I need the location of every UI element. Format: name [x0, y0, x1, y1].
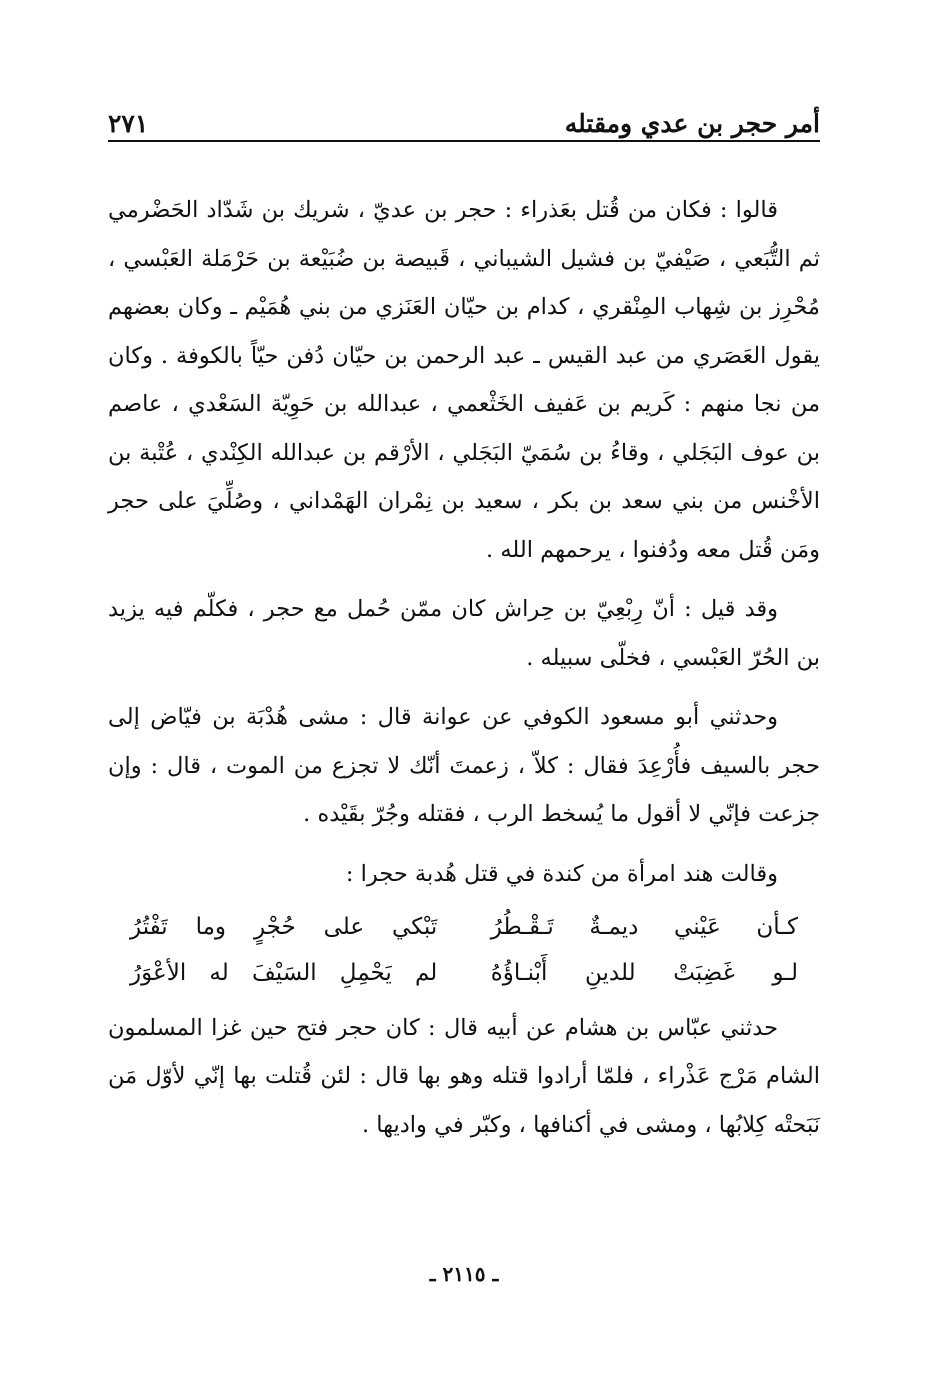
header-rule	[108, 140, 820, 142]
page-header	[108, 92, 820, 138]
running-title: أمر حجر بن عدي ومقتله	[564, 109, 820, 138]
poem-verse	[130, 950, 798, 996]
verse-first-hemistich: لـو غَضِبَتْ للدينِ أَبْنـاؤُهُ	[490, 959, 798, 986]
verse-second-hemistich: لم يَحْمِلِ السَيْفَ له الأعْوَرُ	[130, 959, 438, 986]
poem-intro: وقالت هند امرأة من كندة في قتل هُدبة حجرا :	[345, 860, 778, 887]
verse-first-hemistich: كـأن عَيْني ديمـةٌ تَـقْـطُرُ	[490, 913, 798, 940]
verse-second-hemistich: تَبْكي على حُجْرٍ وما تَفْتُرُ	[130, 913, 438, 940]
paragraph-hudba-ibn-fayyad: وحدثني أبو مسعود الكوفي عن عوانة قال : مشى هُدْبَة بن فيّاض إلى حجر بالسيف فأُرْعِدَ فقال : كلاّ ، زعمتَ أنّك لا تجزع من الموت ، قال : وإن جزعت فإنّي لا أقول ما يُسخط الرب ، فقتله وجُرّ بقَيْده .	[108, 704, 820, 827]
paragraph-ribi-ibn-hirash: وقد قيل : أنّ رِبْعِيّ بن حِراش كان ممّن حُمل مع حجر ، فكلّم فيه يزيد بن الحُرّ العَبْسي ، فخلّى سبيله .	[108, 596, 820, 671]
paragraph-marj-adhra: حدثني عبّاس بن هشام عن أبيه قال : كان حجر فتح حين غزا المسلمون الشام مَرْج عَذْراء ، فلمّا أرادوا قتله وهو بها قال : لئن قُتلت بها إنّي لأوّل مَن نَبَحتْه كِلابُها ، ومشى في أكنافها ، وكبّر في واديها .	[108, 1014, 820, 1138]
page-number: ٢٧١	[108, 109, 149, 138]
paragraph-killed-and-saved: قالوا : فكان من قُتل بعَذراء : حجر بن عديّ ، شريك بن شَدّاد الحَضْرمي ثم التُّبَعي ، صَيْفيّ بن فشيل الشيباني ، قَبيصة بن ضُبَيْعة بن حَرْمَلة العَبْسي ، مُحْرِز بن شِهاب المِنْقري ، كدام بن حيّان العَنَزي من بني هُمَيْم ـ وكان بعضهم يقول العَصَري من عبد القيس ـ عبد الرحمن بن حيّان دُفن حيّاً بالكوفة . وكان من نجا منهم : كَريم بن عَفيف الخَثْعمي ، عبدالله بن حَوِيّة السَعْدي ، عاصم بن عوف البَجَلي ، وقاءُ بن سُمَيّ البَجَلي ، الأرْقم بن عبدالله الكِنْدي ، عُتْبة بن الأخْنس من بني سعد بن بكر ، سعيد بن نِمْران الهَمْداني ، وصُلِّيَ على حجر ومَن قُتل معه ودُفنوا ، يرحمهم الله .	[108, 197, 820, 563]
folio-number: ـ ٢١١٥ ـ	[429, 1262, 499, 1286]
poem	[130, 904, 798, 996]
body-text	[108, 186, 820, 1149]
poem-verse	[130, 904, 798, 950]
